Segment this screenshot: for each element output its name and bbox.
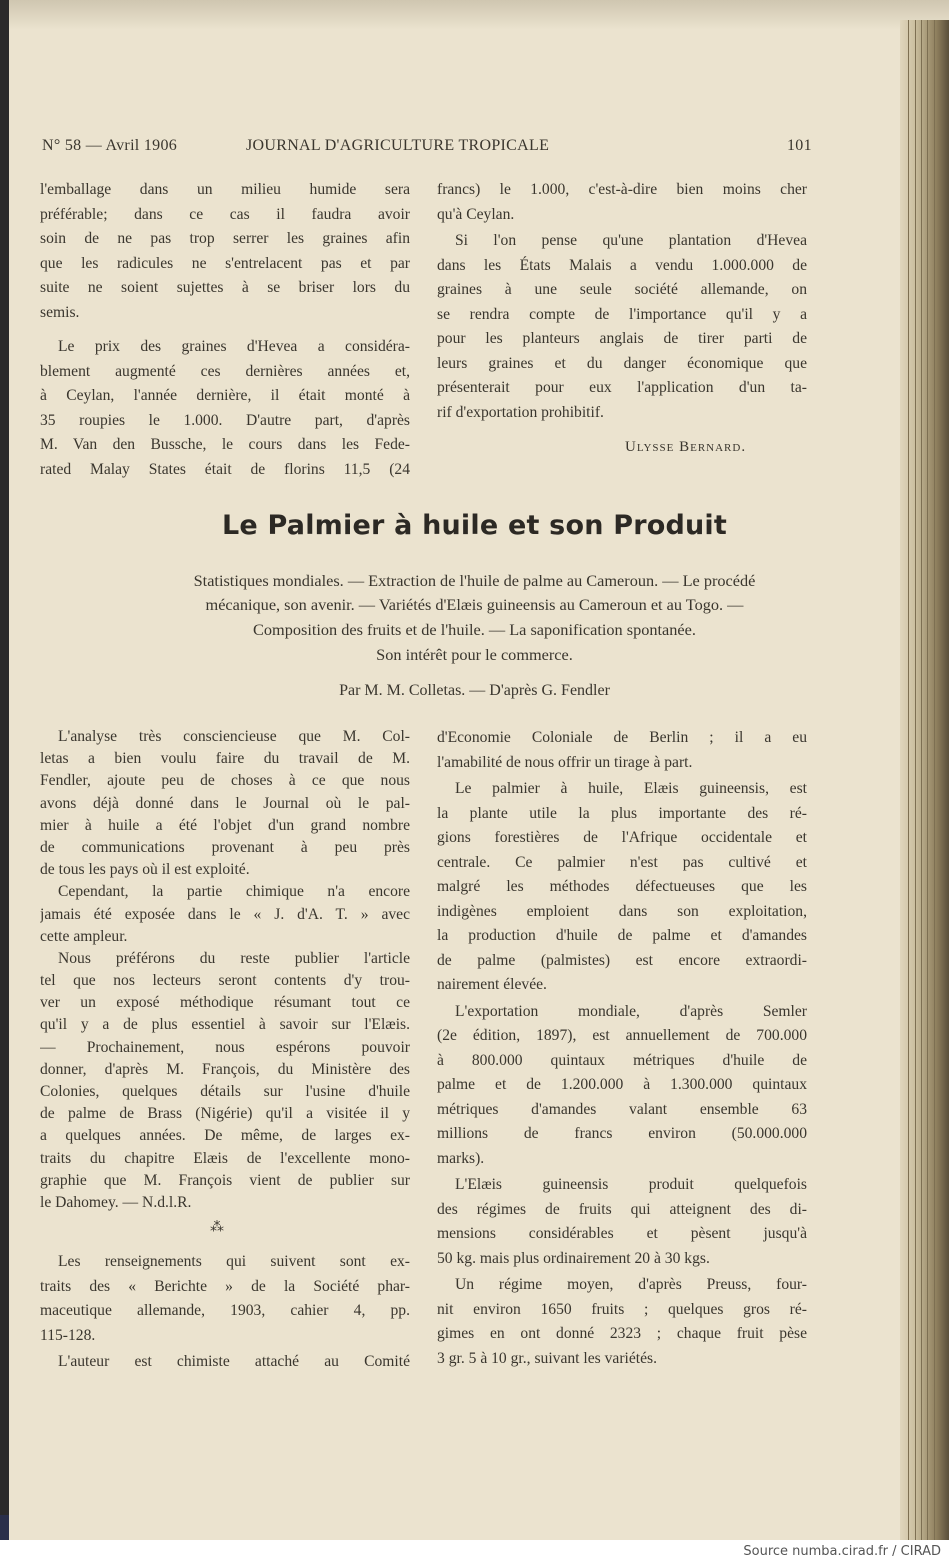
- text-line: 35 roupies le 1.000. D'autre part, d'après: [40, 411, 410, 429]
- text-line: marks).: [437, 1149, 485, 1167]
- text-line: la plante utile la plus importante des ré-: [437, 804, 807, 822]
- text-line: des régimes de fruits qui atteignent des di-: [437, 1200, 807, 1218]
- text-line: la production d'huile de palme et d'amandes: [437, 927, 807, 944]
- text-line: millions de francs environ (50.000.000: [437, 1125, 807, 1142]
- signature: Ulysse Bernard.: [625, 439, 747, 455]
- text-line: semis.: [40, 303, 80, 321]
- page-edge-line: [927, 20, 928, 1540]
- text-line: graphie que M. François vient de publier sur: [40, 1171, 410, 1189]
- text-line: ver un exposé méthodique résumant tout ce: [40, 994, 410, 1012]
- text-line: soin de ne pas trop serrer les graines afin: [40, 230, 410, 247]
- paragraph: [437, 1273, 807, 1371]
- left-binding-edge: [0, 0, 9, 1540]
- text-line: — Prochainement, nous espérons pouvoir: [40, 1038, 410, 1056]
- paragraph: [40, 1350, 410, 1375]
- text-line: M. Van den Bussche, le cours dans les Fede-: [40, 436, 410, 453]
- text-line: traits du chapitre Elæis de l'excellente mono-: [40, 1149, 410, 1167]
- text-line: malgré les méthodes défectueuses que les: [437, 878, 807, 895]
- text-line: palme et de 1.200.000 à 1.300.000 quintaux: [437, 1076, 807, 1093]
- text-line: que les radicules ne s'entrelacent pas et par: [40, 254, 410, 272]
- text-line: nairement élevée.: [437, 976, 547, 993]
- text-line: donner, d'après M. François, du Ministère des: [40, 1060, 410, 1078]
- text-line: Les renseignements qui suivent sont ex-: [58, 1253, 410, 1270]
- left-binding-edge-blue: [0, 1515, 9, 1540]
- text-line: à Ceylan, l'année dernière, il était monté à: [40, 387, 410, 404]
- text-line: le Dahomey. — N.d.l.R.: [40, 1193, 192, 1211]
- text-line: nit environ 1650 fruits ; quelques gros ré-: [437, 1300, 807, 1318]
- paragraph: [40, 881, 410, 948]
- text-line: suite ne soient sujettes à se briser lors du: [40, 279, 410, 296]
- text-line: Un régime moyen, d'après Preuss, four-: [455, 1276, 807, 1293]
- text-line: de palme (palmistes) est encore extraordi-: [437, 951, 807, 969]
- text-line: (2e édition, 1897), est annuellement de 700.000: [437, 1027, 807, 1044]
- text-line: Cependant, la partie chimique n'a encore: [58, 883, 410, 901]
- text-line: préférable; dans ce cas il faudra avoir: [40, 205, 410, 223]
- text-line: Fendler, ajoute peu de choses à ce que nous: [40, 772, 410, 790]
- page-edge-line: [934, 20, 935, 1540]
- text-line: rif d'exportation prohibitif.: [437, 403, 604, 421]
- journal-title: JOURNAL D'AGRICULTURE TROPICALE: [246, 137, 550, 154]
- paragraph: [437, 777, 807, 998]
- paragraph: [40, 1250, 410, 1348]
- text-line: avons déjà donné dans le Journal où le pal-: [40, 794, 410, 812]
- article-title: Le Palmier à huile et son Produit: [222, 510, 727, 541]
- text-line: graines à une seule société allemande, on: [437, 281, 807, 298]
- paragraph: [40, 335, 410, 482]
- text-line: mier à huile a été l'objet d'un grand nombre: [40, 816, 410, 834]
- text-line: leurs graines et du danger économique que: [437, 354, 807, 372]
- text-line: L'Elæis guineensis produit quelquefois: [455, 1176, 807, 1193]
- text-line: blement augmenté ces dernières années et,: [40, 362, 410, 380]
- text-line: tel que nos lecteurs seront contents d'y trou-: [40, 972, 410, 990]
- text-line: métriques d'amandes valant ensemble 63: [437, 1100, 807, 1118]
- paragraph: [437, 178, 807, 227]
- prev-right-column: [437, 176, 807, 425]
- byline: Par M. M. Colletas. — D'après G. Fendler: [339, 682, 610, 699]
- page-number: 101: [787, 137, 812, 154]
- article-right-column: [437, 724, 807, 1371]
- prev-left-column: [40, 176, 410, 482]
- page-edge-line: [915, 20, 916, 1540]
- text-line: traits des « Berichte » de la Société phar-: [40, 1277, 410, 1295]
- text-line: letas a bien voulu faire du travail de M.: [40, 750, 410, 768]
- text-line: 3 gr. 5 à 10 gr., suivant les variétés.: [437, 1349, 658, 1367]
- source-credit: Source numba.cirad.fr / CIRAD: [743, 1544, 941, 1559]
- text-line: Colonies, quelques détails sur l'usine d'huile: [40, 1083, 410, 1100]
- subtitle-line: Son intérêt pour le commerce.: [376, 645, 573, 664]
- text-line: d'Economie Coloniale de Berlin ; il a eu: [437, 729, 807, 746]
- text-line: L'exportation mondiale, d'après Semler: [455, 1002, 807, 1020]
- text-line: L'auteur est chimiste attaché au Comité: [58, 1353, 410, 1370]
- text-line: francs) le 1.000, c'est-à-dire bien moins cher: [437, 181, 807, 198]
- page-edge-line: [908, 20, 909, 1540]
- text-line: l'amabilité de nous offrir un tirage à part.: [437, 753, 693, 771]
- article-left-column: [40, 726, 410, 1214]
- subtitle-line: Composition des fruits et de l'huile. — La saponification spontanée.: [253, 620, 696, 639]
- text-line: a quelques années. De même, de larges ex-: [40, 1127, 410, 1145]
- subtitle-line: mécanique, son avenir. — Variétés d'Elæis guineensis au Cameroun et au Togo. —: [205, 595, 744, 614]
- text-line: présenterait pour eux l'application d'un ta-: [437, 379, 807, 396]
- paragraph: [437, 1173, 807, 1271]
- paragraph: [437, 726, 807, 775]
- subtitle-line: Statistiques mondiales. — Extraction de l'huile de palme au Cameroun. — Le procédé: [193, 571, 756, 590]
- paragraph: [40, 726, 410, 881]
- text-line: L'analyse très consciencieuse que M. Col-: [58, 728, 410, 745]
- article-left-column-2: [40, 1248, 410, 1375]
- paragraph: [437, 1000, 807, 1172]
- text-line: mensions considérables et pèsent jusqu'à: [437, 1225, 807, 1242]
- text-line: cette ampleur.: [40, 927, 128, 945]
- text-line: Nous préférons du reste publier l'article: [58, 949, 410, 967]
- text-line: 50 kg. mais plus ordinairement 20 à 30 kgs.: [437, 1249, 710, 1267]
- text-line: indigènes emploient dans son exploitation,: [437, 902, 807, 920]
- page-edge-line: [921, 20, 922, 1540]
- text-line: centrale. Ce palmier n'est pas cultivé et: [437, 853, 807, 871]
- text-line: qu'il y a de plus essentiel à savoir sur l'Elæis.: [40, 1016, 410, 1034]
- text-line: l'emballage dans un milieu humide sera: [40, 181, 410, 198]
- text-line: pour les planteurs anglais de tirer parti de: [437, 330, 807, 347]
- text-line: de tous les pays où il est exploité.: [40, 861, 250, 879]
- text-line: qu'à Ceylan.: [437, 205, 515, 223]
- text-line: jamais été exposée dans le « J. d'A. T. » avec: [40, 905, 410, 923]
- text-line: se rendra compte de l'importance qu'il y a: [437, 305, 807, 323]
- text-line: dans les États Malais a vendu 1.000.000 de: [437, 256, 807, 274]
- text-line: rated Malay States était de florins 11,5 (24: [40, 460, 410, 478]
- text-line: Le palmier à huile, Elæis guineensis, est: [455, 780, 807, 797]
- text-line: gions forestières de l'Afrique occidentale et: [437, 829, 807, 846]
- text-line: de communications provenant à peu près: [40, 838, 410, 856]
- issue-date: N° 58 — Avril 1906: [42, 137, 178, 154]
- text-line: à 800.000 quintaux métriques d'huile de: [437, 1051, 807, 1069]
- scan-shadow: [0, 0, 949, 30]
- text-line: Le prix des graines d'Hevea a considéra-: [58, 338, 410, 355]
- paragraph: [40, 948, 410, 1214]
- paragraph: [40, 178, 410, 325]
- asterism: ⁂: [210, 1220, 224, 1235]
- paragraph: [437, 229, 807, 425]
- text-line: gimes en ont donné 2323 ; chaque fruit pèse: [437, 1325, 807, 1342]
- text-line: 115-128.: [40, 1326, 96, 1344]
- text-line: Si l'on pense qu'une plantation d'Hevea: [455, 232, 807, 249]
- text-line: maceutique allemande, 1903, cahier 4, pp.: [40, 1302, 410, 1319]
- text-line: de palme de Brass (Nigérie) qu'il a visitée il y: [40, 1105, 410, 1123]
